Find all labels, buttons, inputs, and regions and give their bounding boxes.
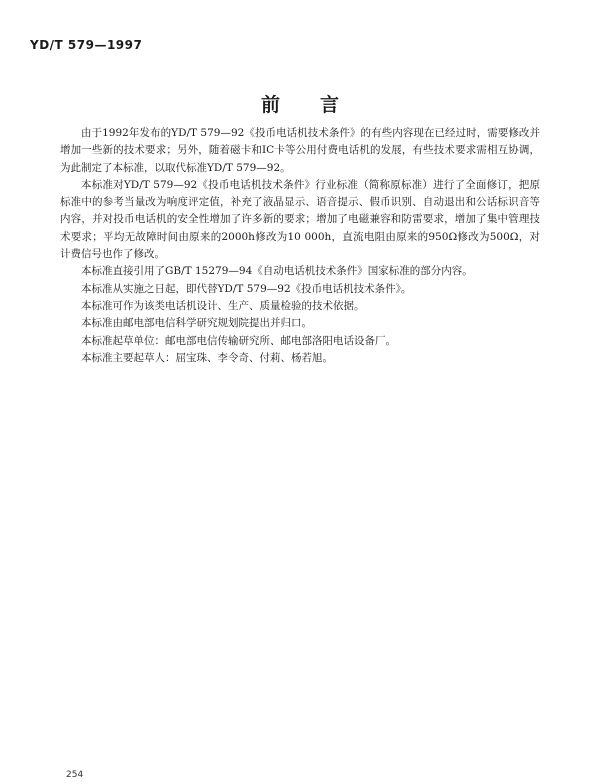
paragraph-2: 本标准对YD/T 579—92《投币电话机技术条件》行业标准（简称原标准）进行了全面修订，把原标准中的参考当量改为响度评定值，补充了液晶显示、语音提示、假币识别、自动退出和公话标识音等内容，并对投币电话机的安全性增加了许多新的要求；增加了电磁兼容和防雷要求，增加了集中管理技术要求；平均无故障时间由原来的2000h修改为10 000h，直流电阻由原来的950Ω修改为500Ω，对计费信号也作了修改。: [60, 178, 540, 261]
foreword-body: [60, 125, 540, 367]
page-number: 254: [66, 770, 84, 780]
paragraph-8: 本标准主要起草人：屈宝珠、李令奇、付莉、杨若旭。: [81, 351, 333, 364]
page-title: 前言: [260, 94, 379, 116]
paragraph-1: 由于1992年发布的YD/T 579—92《投币电话机技术条件》的有些内容现在已经过时，需要修改并增加一些新的技术要求；另外，随着磁卡和IC卡等公用付费电话机的发展，有些技术要求需相互协调，为此制定了本标准，以取代标准YD/T 579—92。: [60, 127, 540, 174]
paragraph-4: 本标准从实施之日起，即代替YD/T 579—92《投币电话机技术条件》。: [81, 282, 412, 295]
paragraph-3: 本标准直接引用了GB/T 15279—94《自动电话机技术条件》国家标准的部分内容。: [81, 265, 473, 278]
paragraph-7: 本标准起草单位：邮电部电信传输研究所、邮电部洛阳电话设备厂。: [81, 334, 396, 347]
paragraph-6: 本标准由邮电部电信科学研究规划院提出并归口。: [81, 317, 312, 330]
paragraph-5: 本标准可作为该类电话机设计、生产、质量检验的技术依据。: [81, 299, 365, 312]
standard-code: YD/T 579—1997: [30, 38, 143, 52]
